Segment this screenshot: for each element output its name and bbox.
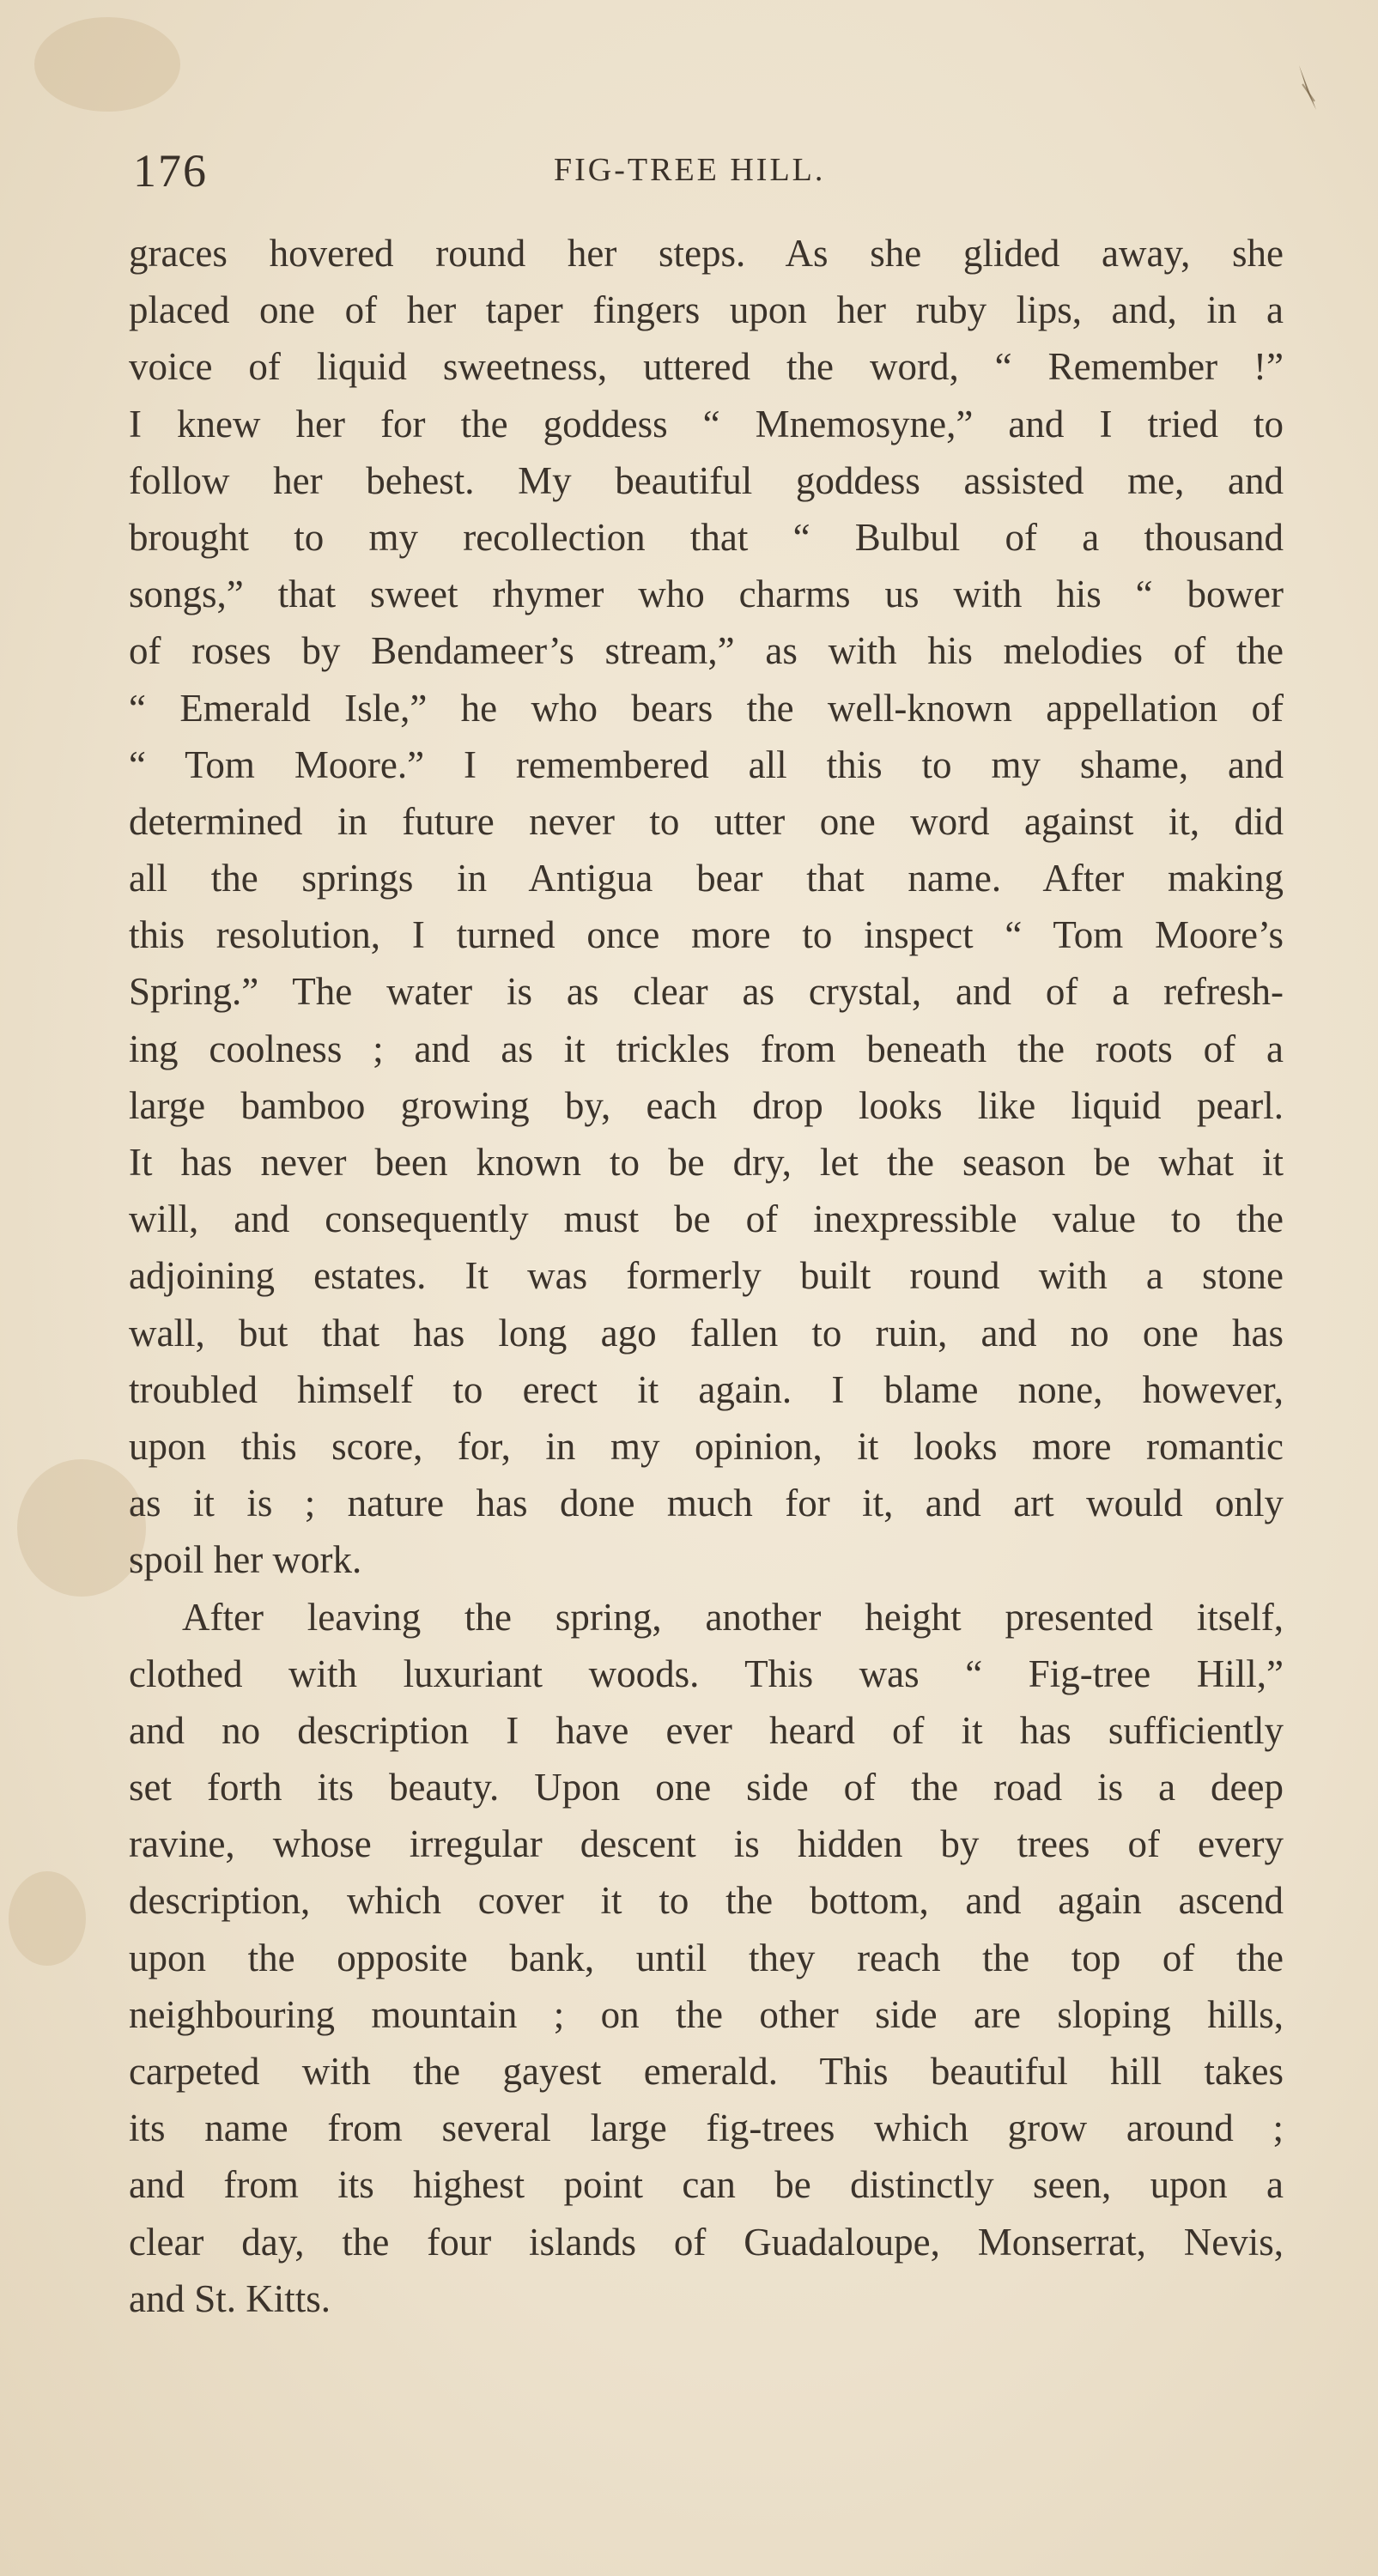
text-line: songs,” that sweet rhymer who charms us with his “ bower [129, 573, 1284, 616]
text-line: clothed with luxuriant woods. This was “ Fig-tree Hill,” [129, 1652, 1284, 1695]
text-line: this resolution, I turned once more to inspect “ Tom Moore’s [129, 913, 1284, 957]
text-line: wall, but that has long ago fallen to ruin, and no one has [129, 1311, 1284, 1355]
page-number: 176 [133, 145, 208, 197]
foxing-stain [34, 17, 180, 112]
foxing-stain [9, 1871, 86, 1966]
text-line: troubled himself to erect it again. I blame none, however, [129, 1367, 1284, 1411]
running-header [133, 144, 1284, 196]
text-line: large bamboo growing by, each drop looks like liquid pearl. [129, 1083, 1284, 1127]
text-line: upon the opposite bank, until they reach the top of the [129, 1936, 1284, 1979]
text-line: ing coolness ; and as it trickles from beneath the roots of a [129, 1027, 1284, 1070]
text-line: I knew her for the goddess “ Mnemosyne,” and I tried to [129, 402, 1284, 445]
text-line: carpeted with the gayest emerald. This beautiful hill takes [129, 2050, 1284, 2093]
text-line: its name from several large fig-trees which grow around ; [129, 2106, 1284, 2150]
text-line: set forth its beauty. Upon one side of the road is a deep [129, 1766, 1284, 1809]
text-line: as it is ; nature has done much for it, and art would only [129, 1482, 1284, 1525]
running-title: FIG-TREE HILL. [554, 152, 826, 188]
text-line: graces hovered round her steps. As she glided away, she [129, 232, 1284, 275]
text-line: and from its highest point can be distinctly seen, upon a [129, 2163, 1284, 2207]
text-line: all the springs in Antigua bear that name. After making [129, 857, 1284, 900]
text-line: of roses by Bendameer’s stream,” as with his melodies of the [129, 629, 1284, 673]
text-line: determined in future never to utter one word against it, did [129, 799, 1284, 843]
text-line: neighbouring mountain ; on the other side are sloping hills, [129, 1992, 1284, 2036]
text-line: follow her behest. My beautiful goddess assisted me, and [129, 458, 1284, 502]
text-line: and no description I have ever heard of it has sufficiently [129, 1708, 1284, 1752]
text-line: “ Emerald Isle,” he who bears the well-known appellation of [129, 686, 1284, 730]
paragraph-end-line: spoil her work. [129, 1538, 362, 1582]
text-line: “ Tom Moore.” I remembered all this to my shame, and [129, 742, 1284, 786]
text-line: will, and consequently must be of inexpressible value to the [129, 1197, 1284, 1241]
text-line: It has never been known to be dry, let the season be what it [129, 1141, 1284, 1184]
text-line: brought to my recollection that “ Bulbul of a thousand [129, 515, 1284, 559]
text-line: clear day, the four islands of Guadaloupe, Monserrat, Nevis, [129, 2220, 1284, 2264]
text-line: adjoining estates. It was formerly built round with a stone [129, 1254, 1284, 1298]
foxing-stain [17, 1459, 146, 1597]
text-line: upon this score, for, in my opinion, it looks more romantic [129, 1424, 1284, 1468]
body-text [129, 225, 1284, 2327]
paragraph-end-line: and St. Kitts. [129, 2276, 331, 2320]
paragraph-start-line: After leaving the spring, another height presented itself, [182, 1595, 1284, 1639]
text-line: voice of liquid sweetness, uttered the word, “ Remember !” [129, 345, 1284, 389]
text-line: ravine, whose irregular descent is hidden by trees of every [129, 1822, 1284, 1866]
text-line: placed one of her taper fingers upon her ruby lips, and, in a [129, 288, 1284, 332]
ink-mark-icon [1292, 58, 1326, 127]
text-line: description, which cover it to the bottom, and again ascend [129, 1879, 1284, 1923]
text-line: Spring.” The water is as clear as crystal, and of a refresh- [129, 970, 1284, 1014]
